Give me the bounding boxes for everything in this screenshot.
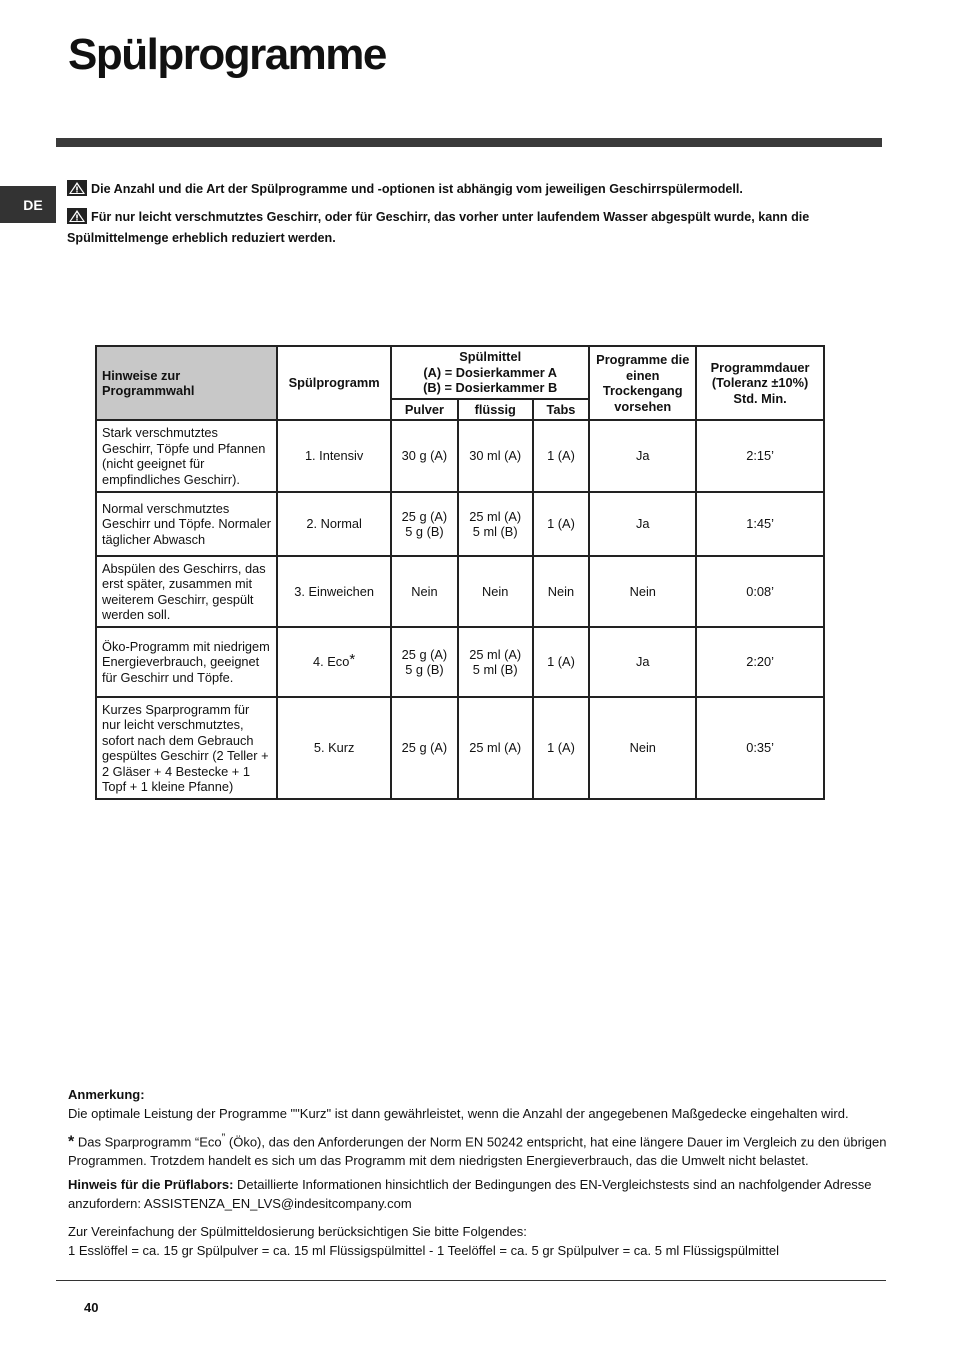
row-powder: Nein (391, 556, 458, 627)
row-hint: Normal verschmutztes Geschirr und Töpfe. Normaler täglicher Abwasch (96, 492, 277, 556)
row-liquid: 25 ml (A) (458, 697, 533, 799)
lab-text: Detaillierte Informationen hinsichtlich der Bedingungen des EN-Vergleichstests sind an nachfolgender Adresse anzufordern: ASSISTENZA_EN_LVS@indesitcompany.com (68, 1177, 872, 1211)
row-hint: Kurzes Sparprogramm für nur leicht verschmutztes, sofort nach dem Gebrauch gespültes Geschirr (2 Teller + 2 Gläser + 4 Bestecke + 1 Topf + 1 kleine Pfanne) (96, 697, 277, 799)
dosing-text: 1 Esslöffel = ca. 15 gr Spülpulver = ca. 15 ml Flüssigspülmittel - 1 Teelöffel = ca. 5 gr Spülpulver = ca. 5 ml Flüssigspülmittel (68, 1242, 780, 1258)
row-hint: Öko-Programm mit niedrigem Energieverbrauch, geeignet für Geschirr und Töpfe. (96, 627, 277, 697)
header-drying: Programme die einen Trockengang vorsehen (589, 346, 696, 420)
row-powder: 25 g (A) (391, 697, 458, 799)
header-detergent-title: Spülmittel (459, 349, 522, 364)
row-program: 3. Einweichen (277, 556, 391, 627)
header-detergent-b: (B) = Dosierkammer B (423, 380, 558, 395)
note-heading: Anmerkung: (68, 1087, 145, 1102)
header-hint: Hinweise zur Programmwahl (96, 346, 277, 420)
header-powder: Pulver (391, 399, 458, 421)
row-hint: Abspülen des Geschirrs, das erst später, zusammen mit weiterem Geschirr, gespült werden soll. (96, 556, 277, 627)
language-tab: DE (0, 186, 56, 223)
lab-note (68, 1176, 908, 1213)
page-title: Spülprogramme (68, 30, 386, 79)
warning-text-1: Die Anzahl und die Art der Spülprogramme und -optionen ist abhängig vom jeweiligen Geschirrspülermodell. (91, 182, 743, 196)
header-detergent (391, 346, 589, 399)
header-rule (56, 138, 882, 147)
row-tabs: Nein (533, 556, 590, 627)
header-duration-title: Programmdauer (710, 359, 810, 375)
footer-rule (56, 1280, 886, 1281)
row-drying: Ja (589, 420, 696, 492)
footnote-star: * (68, 1133, 75, 1151)
table-header-row (96, 346, 824, 399)
row-drying: Nein (589, 697, 696, 799)
row-tabs: 1 (A) (533, 627, 590, 697)
row-powder: 25 g (A) 5 g (B) (391, 627, 458, 697)
note-text: Die optimale Leistung der Programme ""Kurz" ist dann gewährleistet, wenn die Anzahl der angegebenen Maßgedecke eingehalten wird. (68, 1105, 849, 1121)
row-duration: 2:15’ (696, 420, 824, 492)
header-program: Spülprogramm (277, 346, 391, 420)
page-number: 40 (84, 1300, 99, 1315)
warning-text-2: Für nur leicht verschmutztes Geschirr, oder für Geschirr, das vorher unter laufendem Wasser abgespült wurde, kann die Spülmittelmenge erheblich reduziert werden. (67, 210, 810, 245)
notes-section (68, 1086, 908, 1260)
header-liquid: flüssig (458, 399, 533, 421)
header-duration-unit: Std. Min. (733, 390, 787, 406)
row-program: 1. Intensiv (277, 420, 391, 492)
header-duration-tolerance: (Toleranz ±10%) (711, 375, 809, 391)
row-drying: Ja (589, 627, 696, 697)
row-drying: Ja (589, 492, 696, 556)
row-program: 5. Kurz (277, 697, 391, 799)
row-duration: 0:08’ (696, 556, 824, 627)
warning-icon (67, 208, 87, 229)
row-powder: 25 g (A) 5 g (B) (391, 492, 458, 556)
row-program: 2. Normal (277, 492, 391, 556)
row-liquid: 25 ml (A) 5 ml (B) (458, 492, 533, 556)
header-detergent-a: (A) = Dosierkammer A (423, 364, 557, 380)
row-tabs: 1 (A) (533, 492, 590, 556)
row-liquid: Nein (458, 556, 533, 627)
program-table (95, 345, 825, 800)
warning-note-2 (67, 208, 877, 247)
row-duration: 1:45’ (696, 492, 824, 556)
header-tabs: Tabs (533, 399, 590, 421)
dosing-intro: Zur Vereinfachung der Spülmitteldosierung berücksichtigen Sie bitte Folgendes: (68, 1224, 527, 1240)
table-row (96, 492, 824, 556)
row-duration: 2:20’ (696, 627, 824, 697)
row-liquid: 30 ml (A) (458, 420, 533, 492)
row-powder: 30 g (A) (391, 420, 458, 492)
row-duration: 0:35’ (696, 697, 824, 799)
warning-note-1 (67, 180, 877, 201)
row-tabs: 1 (A) (533, 420, 590, 492)
table-row (96, 556, 824, 627)
lab-heading: Hinweis für die Prüflabors: (68, 1177, 234, 1193)
row-tabs: 1 (A) (533, 697, 590, 799)
row-drying: Nein (589, 556, 696, 627)
row-liquid: 25 ml (A) 5 ml (B) (458, 627, 533, 697)
row-program: 4. Eco* (277, 627, 391, 697)
table-row (96, 627, 824, 697)
table-row (96, 420, 824, 492)
table-row (96, 697, 824, 799)
warning-icon (67, 180, 87, 201)
row-hint: Stark verschmutztes Geschirr, Töpfe und Pfannen (nicht geeignet für empfindliches Geschirr). (96, 420, 277, 492)
header-duration (696, 346, 824, 420)
eco-footnote: * Das Sparprogramm “Eco” (Öko), das den Anforderungen der Norm EN 50242 entspricht, hat eine längere Dauer im Vergleich zu den übrigen Programmen. Trotzdem handelt es sich um das Programm mit dem niedrigsten Energieverbrauch, das die Umwelt nicht belastet. (68, 1132, 887, 1168)
